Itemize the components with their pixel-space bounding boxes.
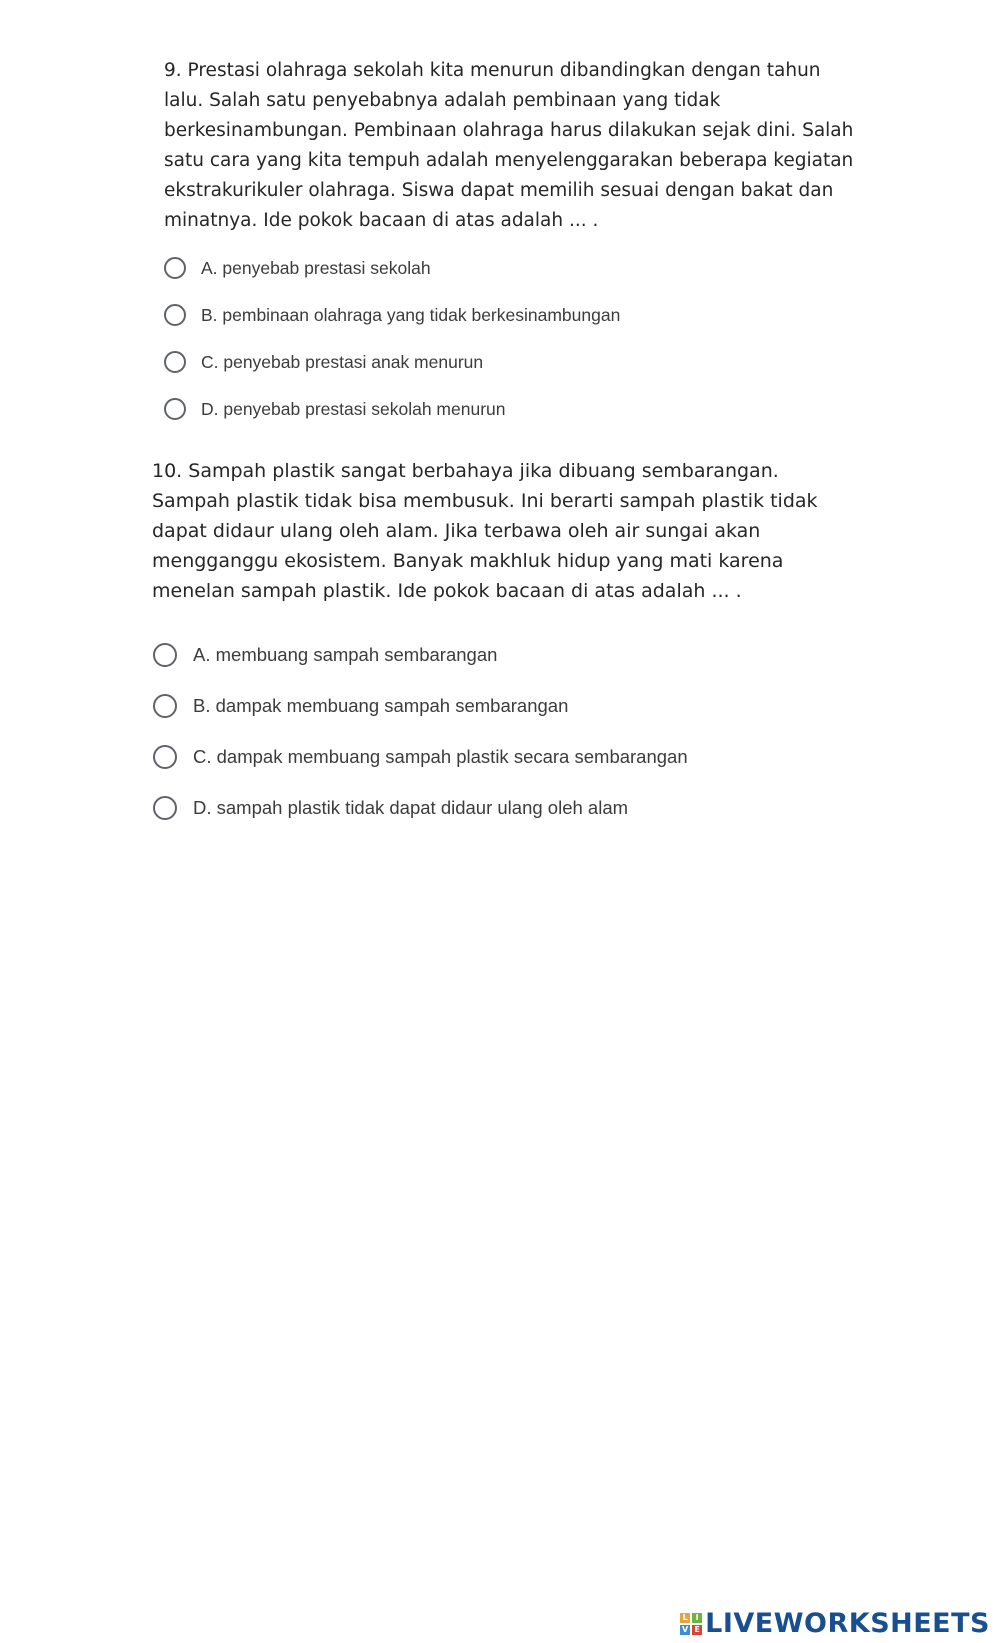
- option-label: C. dampak membuang sampah plastik secara sembarangan: [193, 746, 688, 767]
- option-label: C. penyebab prestasi anak menurun: [201, 351, 484, 372]
- watermark-text: LIVEWORKSHEETS: [705, 1608, 990, 1639]
- option-label: B. pembinaan olahraga yang tidak berkesinambungan: [201, 304, 621, 325]
- q10-option-a[interactable]: [153, 643, 497, 667]
- radio-button[interactable]: [153, 694, 177, 718]
- q10-option-c[interactable]: [153, 745, 688, 769]
- q9-option-a[interactable]: [164, 257, 431, 279]
- radio-button[interactable]: [164, 257, 186, 279]
- option-label: D. penyebab prestasi sekolah menurun: [201, 398, 506, 419]
- logo-letter: L: [680, 1613, 690, 1623]
- question-10-text: 10. Sampah plastik sangat berbahaya jika dibuang sembarangan. Sampah plastik tidak bisa membusuk. Ini berarti sampah plastik tidak dapat didaur ulang oleh alam. Jika terbawa oleh air sungai akan mengganggu ekosistem. Banyak makhluk hidup yang mati karena menelan sampah plastik. Ide pokok bacaan di atas adalah ... .: [152, 460, 818, 602]
- q10-option-b[interactable]: [153, 694, 568, 718]
- q9-option-b[interactable]: [164, 304, 620, 326]
- option-label: A. penyebab prestasi sekolah: [201, 257, 431, 278]
- logo-letter: I: [692, 1613, 702, 1623]
- option-label: A. membuang sampah sembarangan: [193, 644, 498, 665]
- radio-button[interactable]: [164, 398, 186, 420]
- q9-option-c[interactable]: [164, 351, 483, 373]
- radio-button[interactable]: [153, 796, 177, 820]
- option-label: D. sampah plastik tidak dapat didaur ulang oleh alam: [193, 797, 629, 818]
- radio-button[interactable]: [153, 745, 177, 769]
- liveworksheets-logo-icon: [680, 1613, 702, 1635]
- logo-letter: V: [682, 1624, 689, 1634]
- radio-button[interactable]: [153, 643, 177, 667]
- q10-option-d[interactable]: [153, 796, 628, 820]
- radio-button[interactable]: [164, 351, 186, 373]
- option-label: B. dampak membuang sampah sembarangan: [193, 695, 569, 716]
- liveworksheets-watermark: [680, 1608, 990, 1639]
- radio-button[interactable]: [164, 304, 186, 326]
- q9-option-d[interactable]: [164, 398, 506, 420]
- logo-letter: E: [692, 1625, 702, 1635]
- question-9-text: 9. Prestasi olahraga sekolah kita menurun dibandingkan dengan tahun lalu. Salah satu penyebabnya adalah pembinaan yang tidak berkesinambungan. Pembinaan olahraga harus dilakukan sejak dini. Salah satu cara yang kita tempuh adalah menyelenggarakan beberapa kegiatan ekstrakurikuler olahraga. Siswa dapat memilih sesuai dengan bakat dan minatnya. Ide pokok bacaan di atas adalah ... .: [164, 60, 854, 231]
